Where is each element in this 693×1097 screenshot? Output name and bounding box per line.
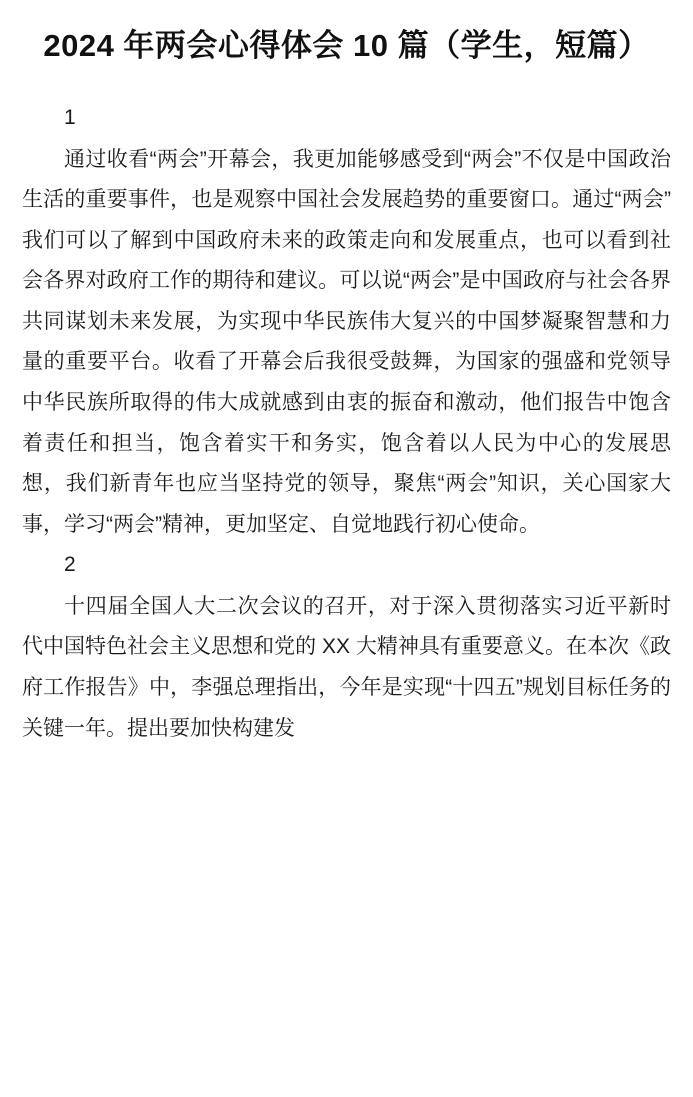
page-title: 2024 年两会心得体会 10 篇（学生，短篇）: [43, 28, 650, 63]
section-number: 1: [64, 106, 76, 130]
section-2: [22, 545, 671, 749]
section-1: [22, 98, 671, 545]
section-paragraph: 通过收看“两会”开幕会，我更加能够感受到“两会”不仅是中国政治生活的重要事件，也是观察中国社会发展趋势的重要窗口。通过“两会”我们可以了解到中国政府未来的政策走向和发展重点，也可以看到社会各界对政府工作的期待和建议。可以说“两会”是中国政府与社会各界共同谋划未来发展，为实现中华民族伟大复兴的中国梦凝聚智慧和力量的重要平台。收看了开幕会后我很受鼓舞，为国家的强盛和党领导中华民族所取得的伟大成就感到由衷的振奋和激动，他们报告中饱含着责任和担当，饱含着实干和务实，饱含着以人民为中心的发展思想，我们新青年也应当坚持党的领导，聚焦“两会”知识，关心国家大事，学习“两会”精神，更加坚定、自觉地践行初心使命。: [22, 147, 671, 536]
section-number: 2: [64, 553, 76, 577]
section-paragraph: 十四届全国人大二次会议的召开，对于深入贯彻落实习近平新时代中国特色社会主义思想和党的 XX 大精神具有重要意义。在本次《政府工作报告》中，李强总理指出，今年是实现“十四五”规划目标任务的关键一年。提出要加快构建发: [22, 594, 671, 740]
